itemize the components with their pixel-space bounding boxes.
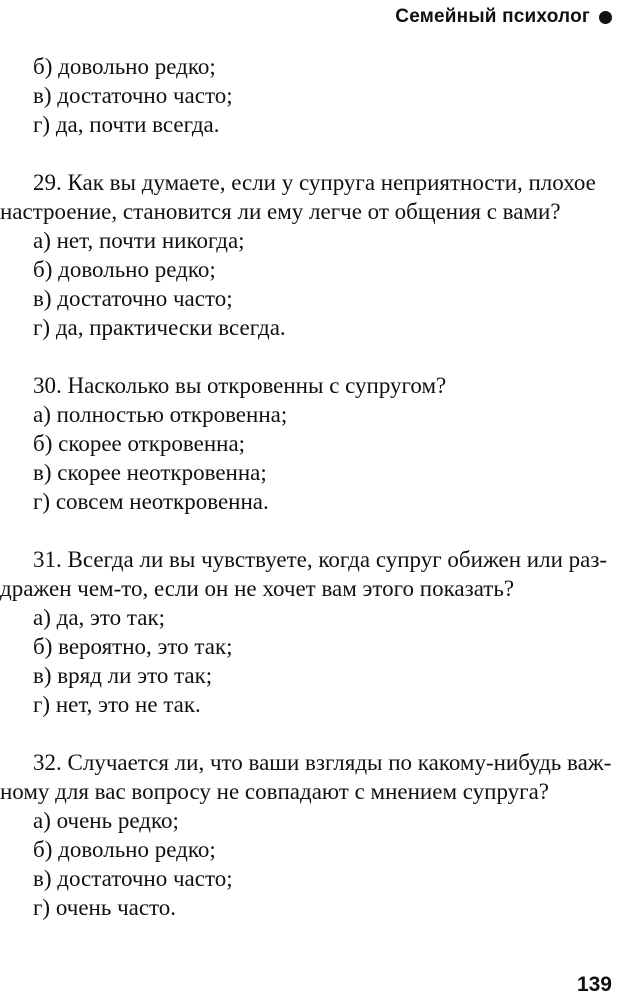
option: а) полностью откровенна;: [33, 402, 288, 427]
option: б) скорее откровенна;: [33, 431, 246, 456]
option: г) нет, это не так.: [33, 692, 201, 717]
question-text: 30. Насколько вы откровенны с супругом?: [33, 373, 447, 398]
option: г) да, почти всегда.: [33, 112, 220, 137]
page-number: 139: [576, 973, 612, 996]
running-header-title: Семейный психолог: [395, 6, 590, 27]
question-text: 29. Как вы думаете, если у супруга неприятности, плохое: [33, 170, 596, 195]
option: в) скорее неоткровенна;: [33, 460, 267, 485]
option: в) вряд ли это так;: [33, 663, 213, 688]
question-29: [0, 168, 614, 342]
question-text: 31. Всегда ли вы чувствуете, когда супруг обижен или раз-: [33, 547, 608, 572]
page-content: [0, 52, 614, 922]
question-text: ному для вас вопросу не совпадают с мнением супруга?: [0, 779, 550, 804]
spacer: [0, 342, 614, 371]
option: а) нет, почти никогда;: [33, 228, 245, 253]
option: г) очень часто.: [33, 895, 177, 920]
question-30: [0, 371, 614, 516]
previous-question-options: [0, 52, 614, 139]
spacer: [0, 516, 614, 545]
option: б) довольно редко;: [33, 54, 216, 79]
spacer: [0, 139, 614, 168]
option: а) очень редко;: [33, 808, 179, 833]
option: в) достаточно часто;: [33, 866, 233, 891]
option: в) достаточно часто;: [33, 83, 233, 108]
option: в) достаточно часто;: [33, 286, 233, 311]
bullet-icon: [599, 11, 612, 24]
spacer: [0, 719, 614, 748]
question-text: дражен чем-то, если он не хочет вам этого показать?: [0, 576, 515, 601]
question-text: настроение, становится ли ему легче от общения с вами?: [0, 199, 561, 224]
option: б) вероятно, это так;: [33, 634, 233, 659]
question-31: [0, 545, 614, 719]
question-text: 32. Случается ли, что ваши взгляды по какому-нибудь важ-: [33, 750, 612, 775]
question-32: [0, 748, 614, 922]
option: б) довольно редко;: [33, 837, 216, 862]
option: г) да, практически всегда.: [33, 315, 286, 340]
option: б) довольно редко;: [33, 257, 216, 282]
option: а) да, это так;: [33, 605, 166, 630]
option: г) совсем неоткровенна.: [33, 489, 269, 514]
running-header: [395, 2, 612, 32]
